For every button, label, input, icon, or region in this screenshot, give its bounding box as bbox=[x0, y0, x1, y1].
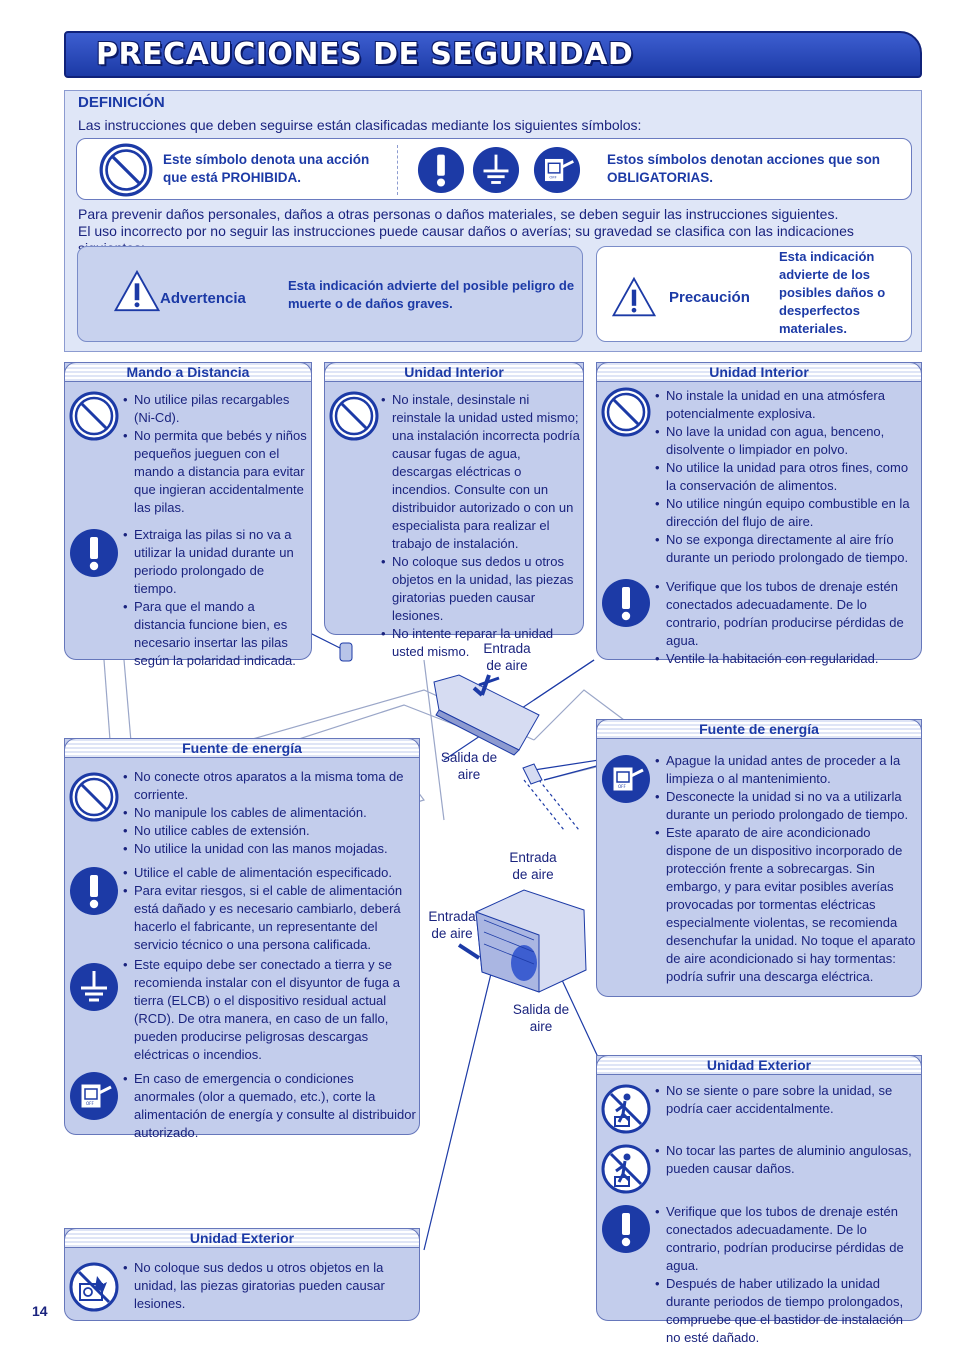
list-item: • No conecte otros aparatos a la misma toma de corriente. bbox=[123, 768, 417, 804]
no-touch-icon bbox=[601, 1144, 651, 1194]
ground-icon bbox=[472, 146, 520, 194]
warning-box bbox=[77, 246, 583, 342]
panel-title: Unidad Exterior bbox=[64, 1228, 420, 1248]
list-item: • No se siente o pare sobre la unidad, se podría caer accidentalmente. bbox=[655, 1082, 919, 1118]
power-right-list bbox=[655, 752, 919, 986]
list-item: • No se exponga directamente al aire frío durante un periodo prolongado de tiempo. bbox=[655, 531, 917, 567]
definition-title: DEFINICIÓN bbox=[78, 94, 165, 111]
definition-intro: Las instrucciones que deben seguirse están clasificadas mediante los siguientes símbolos: bbox=[78, 117, 642, 133]
ground-icon bbox=[69, 962, 119, 1012]
mandatory-icon bbox=[69, 866, 119, 916]
panel-title: Unidad Interior bbox=[596, 362, 922, 382]
prohibited-icon bbox=[601, 387, 651, 437]
panel-power-supply bbox=[64, 738, 420, 1140]
list-item: • Utilice el cable de alimentación especificado. bbox=[123, 864, 417, 882]
list-item: • Verifique que los tubos de drenaje estén conectados adecuadamente. De lo contrario, podrían producirse pérdidas de agua. bbox=[655, 578, 917, 650]
mandatory-description: Estos símbolos denotan acciones que son OBLIGATORIAS. bbox=[607, 152, 881, 185]
caution-text: Esta indicación advierte de los posibles daños o desperfectos materiales. bbox=[779, 249, 886, 336]
outdoor-sit-list bbox=[655, 1082, 919, 1118]
panel-title: Unidad Interior bbox=[324, 362, 584, 382]
air-outlet-label: Salida de aire bbox=[440, 750, 498, 782]
air-inlet-label: Entrada de aire bbox=[483, 641, 531, 673]
list-item: • No tocar las partes de aluminio angulosas, pueden causar daños. bbox=[655, 1142, 919, 1178]
unplug-icon bbox=[601, 754, 651, 804]
indoor-prohibited-list bbox=[381, 391, 581, 661]
prohibited-description: Este símbolo denota una acción que está PROHIBIDA. bbox=[163, 152, 370, 185]
list-item: • No utilice la unidad con las manos mojadas. bbox=[123, 840, 417, 858]
list-item: • Este aparato de aire acondicionado dispone de un dispositivo incorporado de protección frente a sobrecargas. Sin embargo, y para evitar posibles averías provocadas por tormentas eléctricas especialmente violentas, se recomienda desenchufar la unidad. No toque el aparato de aire acondicionado si hay tormentas: podría sufrir una descarga eléctrica. bbox=[655, 824, 919, 986]
list-item: • No permita que bebés y niños pequeños jueguen con el mando a distancia para evitar que ingieran accidentalmente las pilas. bbox=[123, 427, 309, 517]
page-number: 14 bbox=[32, 1303, 48, 1319]
list-item: • Verifique que los tubos de drenaje estén conectados adecuadamente. De lo contrario, podrían producirse pérdidas de agua. bbox=[655, 1203, 919, 1275]
panel-title: Unidad Exterior bbox=[596, 1055, 922, 1075]
outdoor-fingers-list bbox=[123, 1259, 413, 1313]
list-item: • Ventile la habitación con regularidad. bbox=[655, 650, 917, 668]
panel-remote-control bbox=[64, 362, 312, 668]
list-item: • Después de haber utilizado la unidad durante periodos de tiempo prolongados, compruebe que el bastidor de instalación no esté dañado. bbox=[655, 1275, 919, 1347]
prohibited-icon bbox=[69, 772, 119, 822]
unplug-icon bbox=[69, 1071, 119, 1121]
panel-power-supply-right bbox=[596, 719, 922, 997]
list-item: • No intente reparar la unidad usted mismo. bbox=[381, 625, 581, 661]
outdoor-touch-list bbox=[655, 1142, 919, 1178]
power-unplug-list bbox=[123, 1070, 417, 1142]
list-item: • Este equipo debe ser conectado a tierra y se recomienda instalar con el disyuntor de fuga a tierra (ELCB) o el dispositivo residual actual (RCD). De otra manera, en caso de un fallo, pueden producirse peligrosas descargas eléctricas o incendios. bbox=[123, 956, 417, 1064]
mandatory-icon bbox=[69, 528, 119, 578]
power-prohibited-list bbox=[123, 768, 417, 858]
page-banner bbox=[64, 31, 922, 78]
list-item: • Para evitar riesgos, si el cable de alimentación está dañado y es necesario cambiarlo, deberá hacerlo el fabricante, un representante del servicio técnico o una persona calificada. bbox=[123, 882, 417, 954]
panel-title: Fuente de energía bbox=[596, 719, 922, 739]
page-title: PRECAUCIONES DE SEGURIDAD bbox=[96, 37, 634, 72]
list-item: • No utilice la unidad para otros fines, como la conservación de alimentos. bbox=[655, 459, 917, 495]
remote-prohibited-list bbox=[123, 391, 309, 517]
list-item: • Para que el mando a distancia funcione bien, es necesario insertar las pilas según la polaridad indicada. bbox=[123, 598, 309, 670]
remote-mandatory-list bbox=[123, 526, 309, 670]
mandatory-icon bbox=[601, 1204, 651, 1254]
list-item: • No utilice ningún equipo combustible en la dirección del flujo de aire. bbox=[655, 495, 917, 531]
indoor-right-mandatory-list bbox=[655, 578, 917, 668]
list-item: • Apague la unidad antes de proceder a la limpieza o al mantenimiento. bbox=[655, 752, 919, 788]
mandatory-icon bbox=[601, 578, 651, 628]
list-item: • No instale, desinstale ni reinstale la unidad usted mismo; una instalación incorrecta podría causar fugas de agua, descargas eléctricas o incendios. Consulte con un distribuidor autorizado o con un especialista para realizar el trabajo de instalación. bbox=[381, 391, 581, 553]
panel-outdoor-unit-left bbox=[64, 1228, 420, 1321]
legend-divider bbox=[397, 145, 398, 195]
warning-text: Esta indicación advierte del posible peligro de muerte o de daños graves. bbox=[288, 278, 575, 311]
list-item: • Extraiga las pilas si no va a utilizar la unidad durante un periodo prolongado de tiempo. bbox=[123, 526, 309, 598]
list-item: • No instale la unidad en una atmósfera potencialmente explosiva. bbox=[655, 387, 917, 423]
caution-triangle-icon bbox=[612, 275, 656, 319]
mandatory-icon bbox=[417, 146, 465, 194]
list-item: • No coloque sus dedos u otros objetos en la unidad, las piezas giratorias pueden causar lesiones. bbox=[123, 1259, 413, 1313]
warning-label: Advertencia bbox=[160, 290, 246, 307]
list-item: • No utilice cables de extensión. bbox=[123, 822, 417, 840]
warning-triangle-icon bbox=[114, 269, 160, 313]
indoor-right-prohibited-list bbox=[655, 387, 917, 567]
outdoor-air-inlet-label-2: Entrada de aire bbox=[428, 909, 476, 941]
outdoor-air-inlet-label: Entrada de aire bbox=[509, 850, 557, 882]
caution-label: Precaución bbox=[669, 289, 750, 306]
power-mandatory-list bbox=[123, 864, 417, 954]
prohibited-icon bbox=[98, 143, 154, 197]
list-item: • Desconecte la unidad si no va a utilizarla durante un periodo prolongado de tiempo. bbox=[655, 788, 919, 824]
panel-outdoor-unit-right bbox=[596, 1055, 922, 1345]
list-item: • No manipule los cables de alimentación. bbox=[123, 804, 417, 822]
panel-title: Fuente de energía bbox=[64, 738, 420, 758]
list-item: • No lave la unidad con agua, benceno, disolvente o limpiador en polvo. bbox=[655, 423, 917, 459]
prohibited-icon bbox=[69, 391, 119, 441]
list-item: • No utilice pilas recargables (Ni-Cd). bbox=[123, 391, 309, 427]
no-fingers-icon bbox=[69, 1262, 119, 1312]
symbol-legend bbox=[76, 138, 912, 200]
unplug-icon bbox=[527, 146, 587, 194]
prohibited-icon bbox=[329, 391, 379, 441]
power-ground-list bbox=[123, 956, 417, 1064]
definition-para1: Para prevenir daños personales, daños a otras personas o daños materiales, se deben seguir las instrucciones siguientes. bbox=[78, 206, 839, 222]
panel-title: Mando a Distancia bbox=[64, 362, 312, 382]
outdoor-mandatory-list bbox=[655, 1203, 919, 1347]
list-item: • En caso de emergencia o condiciones anormales (olor a quemado, etc.), corte la alimentación de energía y consulte al distribuidor autorizado. bbox=[123, 1070, 417, 1142]
definition-para2: El uso incorrecto por no seguir las instrucciones puede causar daños o averías; su gravedad se clasifica con las indicaciones bbox=[78, 223, 854, 239]
caution-box bbox=[596, 246, 912, 342]
panel-indoor-unit-right bbox=[596, 362, 922, 666]
no-standing-icon bbox=[601, 1084, 651, 1134]
outdoor-air-outlet-label: Salida de aire bbox=[512, 1002, 570, 1034]
list-item: • No coloque sus dedos u otros objetos en la unidad, las piezas giratorias pueden causar lesiones. bbox=[381, 553, 581, 625]
